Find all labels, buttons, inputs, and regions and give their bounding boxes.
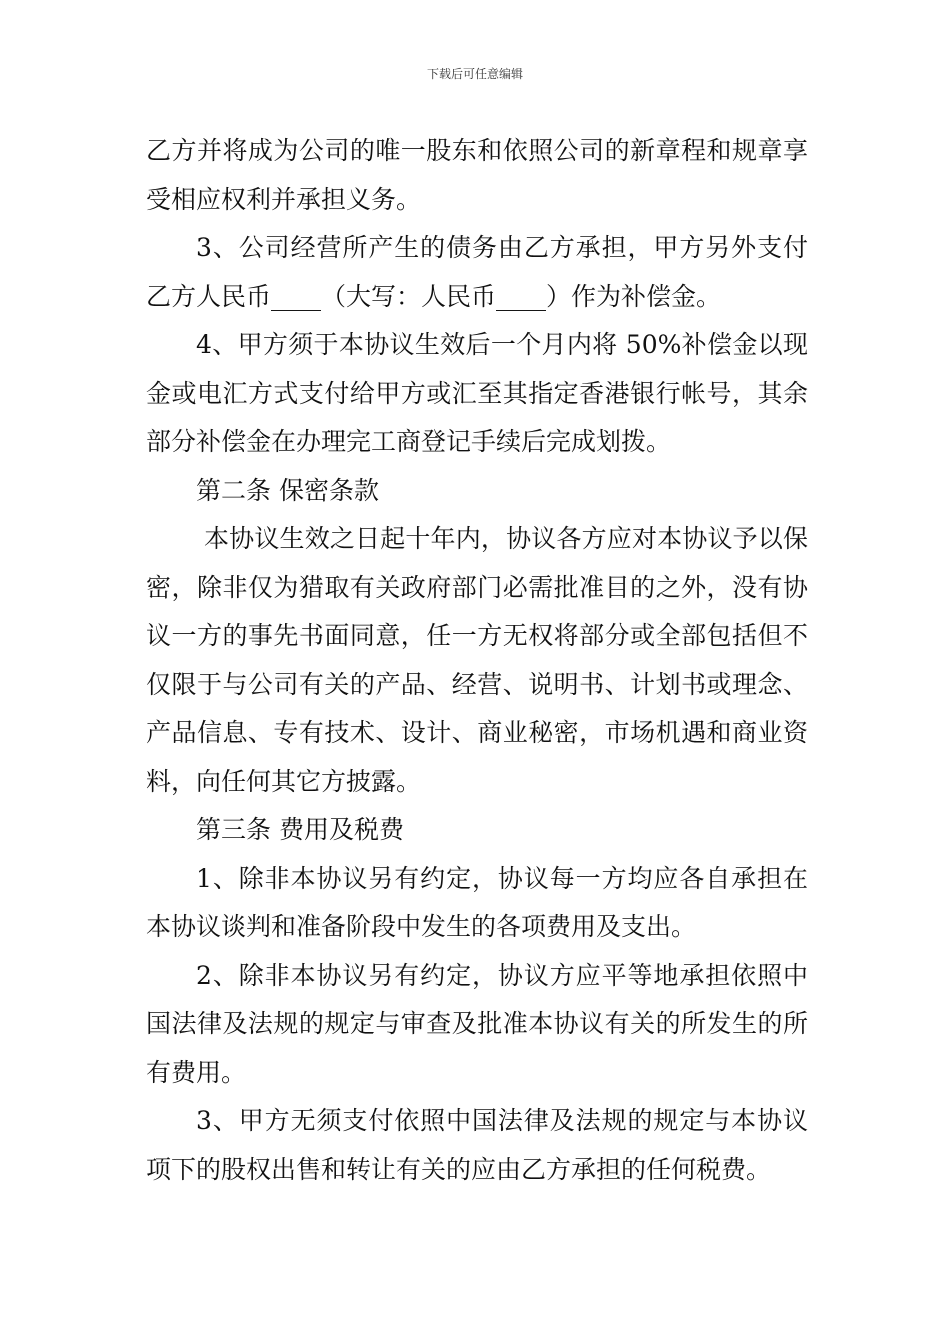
paragraph-fees-clause-2: 2、除非本协议另有约定，协议方应平等地承担依照中国法律及法规的规定与审查及批准本协议有关的所发生的所有费用。 — [146, 960, 808, 1087]
header-note: 下载后可任意编辑 — [426, 67, 523, 81]
paragraph-fees-clause-1: 1、除非本协议另有约定，协议每一方均应各自承担在本协议谈判和准备阶段中发生的各项费用及支出。 — [146, 863, 808, 941]
document-body — [146, 127, 808, 1194]
paragraph-confidentiality: 本协议生效之日起十年内，协议各方应对本协议予以保密，除非仅为猎取有关政府部门必需批准目的之外，没有协议一方的事先书面同意，任一方无权将部分或全部包括但不仅限于与公司有关的产品、经营、说明书、计划书或理念、产品信息、专有技术、设计、商业秘密，市场机遇和商业资料，向任何其它方披露。 — [146, 524, 808, 796]
paragraph-clause-3-debts: 3、公司经营所产生的债务由乙方承担，甲方另外支付乙方人民币____（大写：人民币____）作为补偿金。 — [146, 233, 808, 311]
paragraph-clause-4-payment: 4、甲方须于本协议生效后一个月内将 50%补偿金以现金或电汇方式支付给甲方或汇至其指定香港银行帐号，其余部分补偿金在办理完工商登记手续后完成划拨。 — [146, 330, 808, 456]
paragraph-fees-clause-3: 3、甲方无须支付依照中国法律及法规的规定与本协议项下的股权出售和转让有关的应由乙方承担的任何税费。 — [146, 1106, 808, 1184]
section-heading-confidentiality: 第二条 保密条款 — [196, 475, 379, 505]
paragraph-continuation: 乙方并将成为公司的唯一股东和依照公司的新章程和规章享受相应权利并承担义务。 — [146, 136, 808, 214]
section-heading-fees-taxes: 第三条 费用及税费 — [196, 815, 404, 844]
